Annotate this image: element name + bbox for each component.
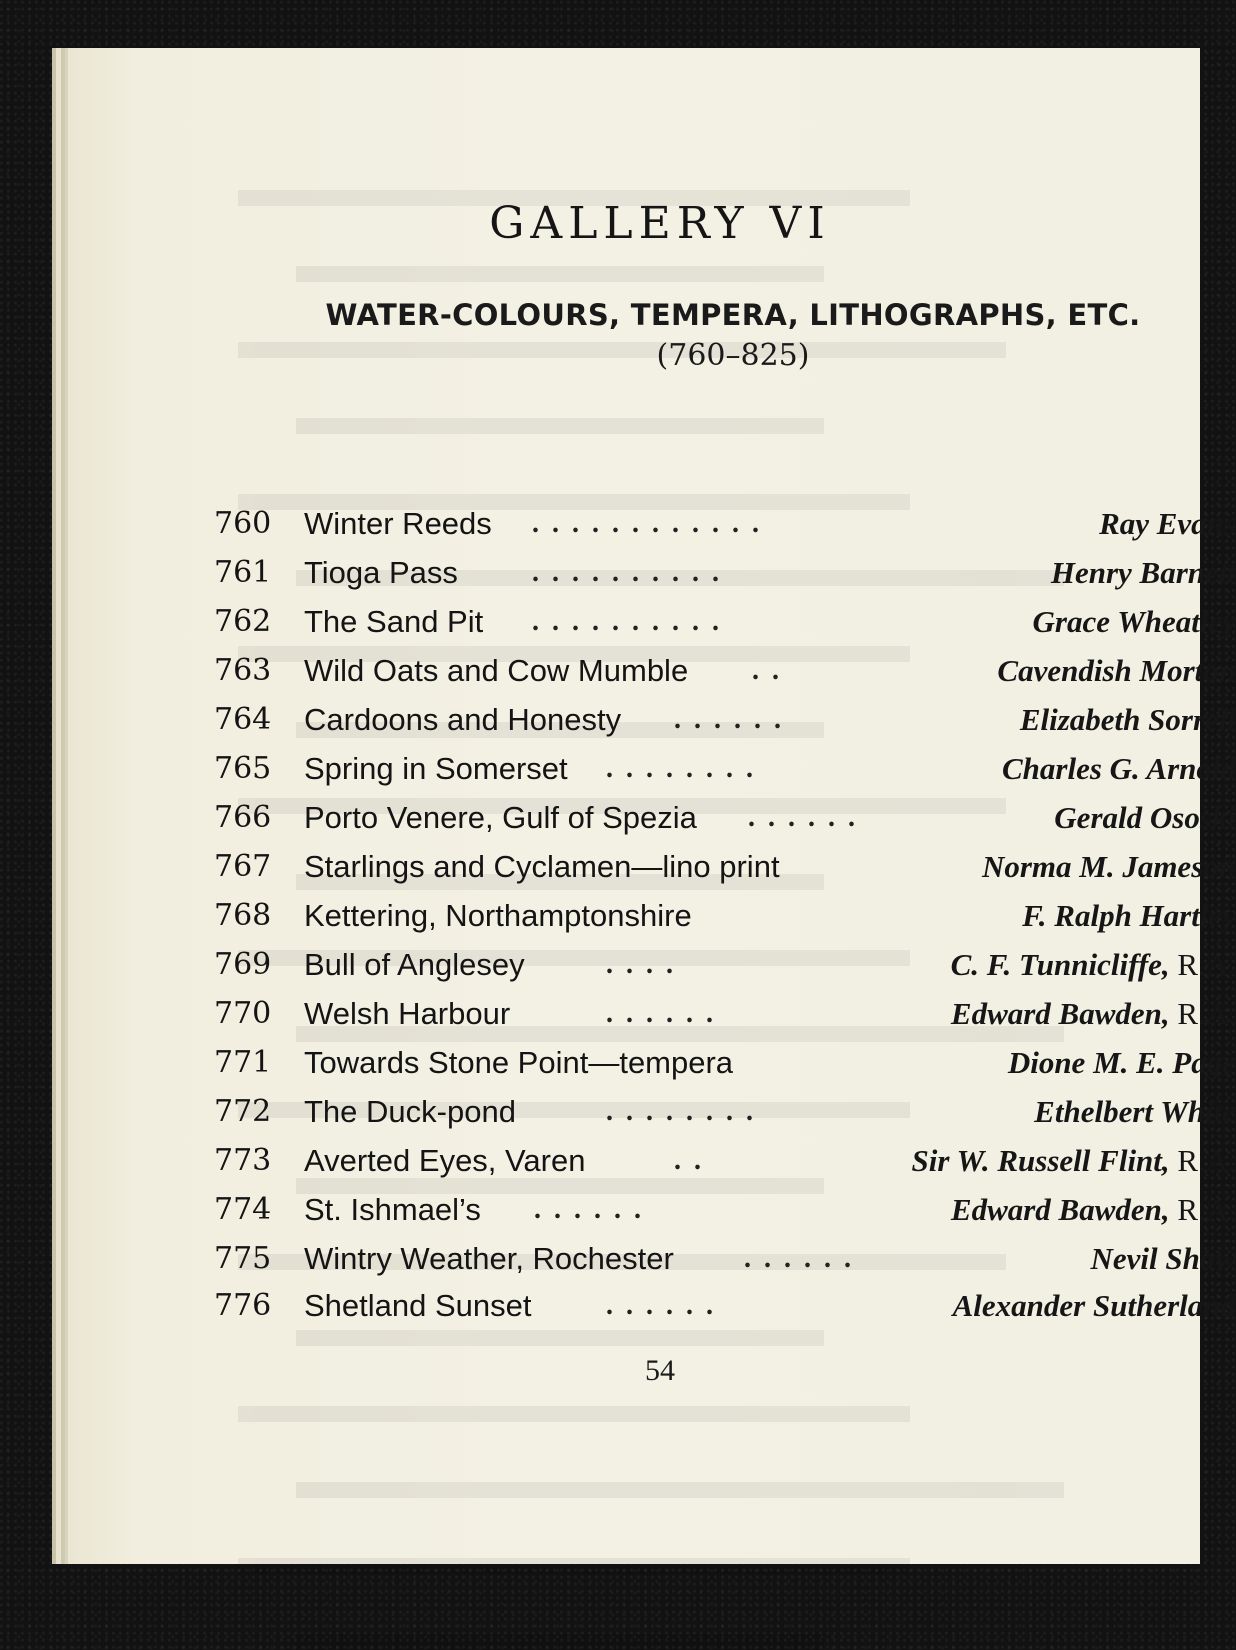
page-number: 54	[68, 1354, 1200, 1388]
entry-number: 773	[214, 1139, 300, 1183]
catalogue-entry	[214, 943, 1236, 987]
entry-artist: Ethelbert White	[1034, 1090, 1236, 1134]
entry-title: St. Ishmael’s	[304, 1188, 481, 1232]
entry-number: 770	[214, 992, 300, 1036]
entry-title: Bull of Anglesey	[304, 943, 525, 987]
catalogue-entry	[214, 992, 1236, 1036]
entry-artist: Sir W. Russell Flint, R.A.	[912, 1139, 1236, 1183]
entry-title: Averted Eyes, Varen	[304, 1139, 585, 1183]
dot-leader: . . . . . . . .	[606, 1090, 756, 1134]
entry-artist: Gerald Ososki	[1054, 796, 1236, 840]
entry-title: The Duck-pond	[304, 1090, 516, 1134]
entry-number: 771	[214, 1041, 300, 1085]
catalogue-entry	[214, 796, 1236, 840]
section-subtitle: WATER-COLOURS, TEMPERA, LITHOGRAPHS, ETC.	[248, 298, 1218, 332]
dot-leader: . . . . . .	[744, 1237, 854, 1281]
entry-artist: Cavendish Morton	[997, 649, 1236, 693]
catalogue-entry	[214, 894, 1236, 938]
dot-leader: . .	[752, 649, 782, 693]
dot-leader: . .	[674, 1139, 704, 1183]
catalogue-entry	[214, 1284, 1236, 1328]
dot-leader: . . . . . .	[606, 1284, 716, 1328]
entry-number: 768	[214, 894, 300, 938]
entry-number: 764	[214, 698, 300, 742]
entry-title: Cardoons and Honesty	[304, 698, 621, 742]
entry-artist: F. Ralph Hartley	[1022, 894, 1236, 938]
dot-leader: . . . .	[606, 943, 676, 987]
entry-title: The Sand Pit	[304, 600, 483, 644]
catalogue-entry	[214, 1188, 1236, 1232]
entry-artist: Dione M. E. Page	[1008, 1041, 1236, 1085]
entry-title: Shetland Sunset	[304, 1284, 532, 1328]
gallery-title: GALLERY VI	[68, 198, 1200, 249]
dot-leader: . . . . . . . . . . . .	[532, 502, 762, 546]
entry-artist: Ray Evans	[1099, 502, 1236, 546]
dot-leader: . . . . . .	[748, 796, 858, 840]
entry-number: 763	[214, 649, 300, 693]
entry-number: 769	[214, 943, 300, 987]
entry-number: 776	[214, 1284, 300, 1328]
entry-title: Welsh Harbour	[304, 992, 510, 1036]
catalogue-entry	[214, 551, 1236, 595]
catalogue-entry	[214, 600, 1236, 644]
dot-leader: . . . . . . . . . .	[532, 551, 722, 595]
catalogue-entry	[214, 1139, 1236, 1183]
entry-title: Spring in Somerset	[304, 747, 568, 791]
catalogue-entry	[214, 1090, 1236, 1134]
entry-artist: C. F. Tunnicliffe, R.A.	[951, 943, 1236, 987]
entry-title: Starlings and Cyclamen—lino print	[304, 845, 780, 889]
entry-artist: Henry Barnett	[1051, 551, 1236, 595]
catalogue-entry	[214, 1041, 1236, 1085]
catalogue-entry	[214, 649, 1236, 693]
entry-number: 761	[214, 551, 300, 595]
entry-title: Porto Venere, Gulf of Spezia	[304, 796, 697, 840]
entry-artist: Edward Bawden, R.A.	[951, 992, 1236, 1036]
entry-number: 762	[214, 600, 300, 644]
dot-leader: . . . . . .	[534, 1188, 644, 1232]
entry-artist: Norma M. Jameson	[982, 845, 1236, 889]
entry-title: Towards Stone Point—tempera	[304, 1041, 733, 1085]
entry-artist: Charles G. Arnold	[1002, 747, 1236, 791]
entry-artist: Edward Bawden, R.A.	[951, 1188, 1236, 1232]
dot-leader: . . . . . .	[606, 992, 716, 1036]
entry-title: Wintry Weather, Rochester	[304, 1237, 674, 1281]
catalogue-entry	[214, 502, 1236, 546]
dot-leader: . . . . . .	[674, 698, 784, 742]
entry-artist: Alexander Sutherland	[953, 1284, 1236, 1328]
entry-title: Tioga Pass	[304, 551, 458, 595]
catalogue-page	[68, 48, 1200, 1564]
entry-number: 772	[214, 1090, 300, 1134]
entry-number: 774	[214, 1188, 300, 1232]
entry-number: 765	[214, 747, 300, 791]
entry-artist: Nevil Shaw	[1090, 1237, 1236, 1281]
catalogue-entry	[214, 698, 1236, 742]
entry-number: 767	[214, 845, 300, 889]
catalogue-number-range: (760–825)	[248, 338, 1218, 373]
catalogue-entry	[214, 845, 1236, 889]
dot-leader: . . . . . . . .	[606, 747, 756, 791]
dot-leader: . . . . . . . . . .	[532, 600, 722, 644]
entry-number: 760	[214, 502, 300, 546]
entry-artist: Elizabeth Sorrell	[1020, 698, 1236, 742]
entry-title: Kettering, Northamptonshire	[304, 894, 692, 938]
catalogue-entry	[214, 1237, 1236, 1281]
entry-title: Winter Reeds	[304, 502, 492, 546]
catalogue-list	[68, 48, 1200, 1564]
entry-artist: Grace Wheatley	[1033, 600, 1236, 644]
entry-number: 766	[214, 796, 300, 840]
catalogue-entry	[214, 747, 1236, 791]
entry-title: Wild Oats and Cow Mumble	[304, 649, 688, 693]
entry-number: 775	[214, 1237, 300, 1281]
